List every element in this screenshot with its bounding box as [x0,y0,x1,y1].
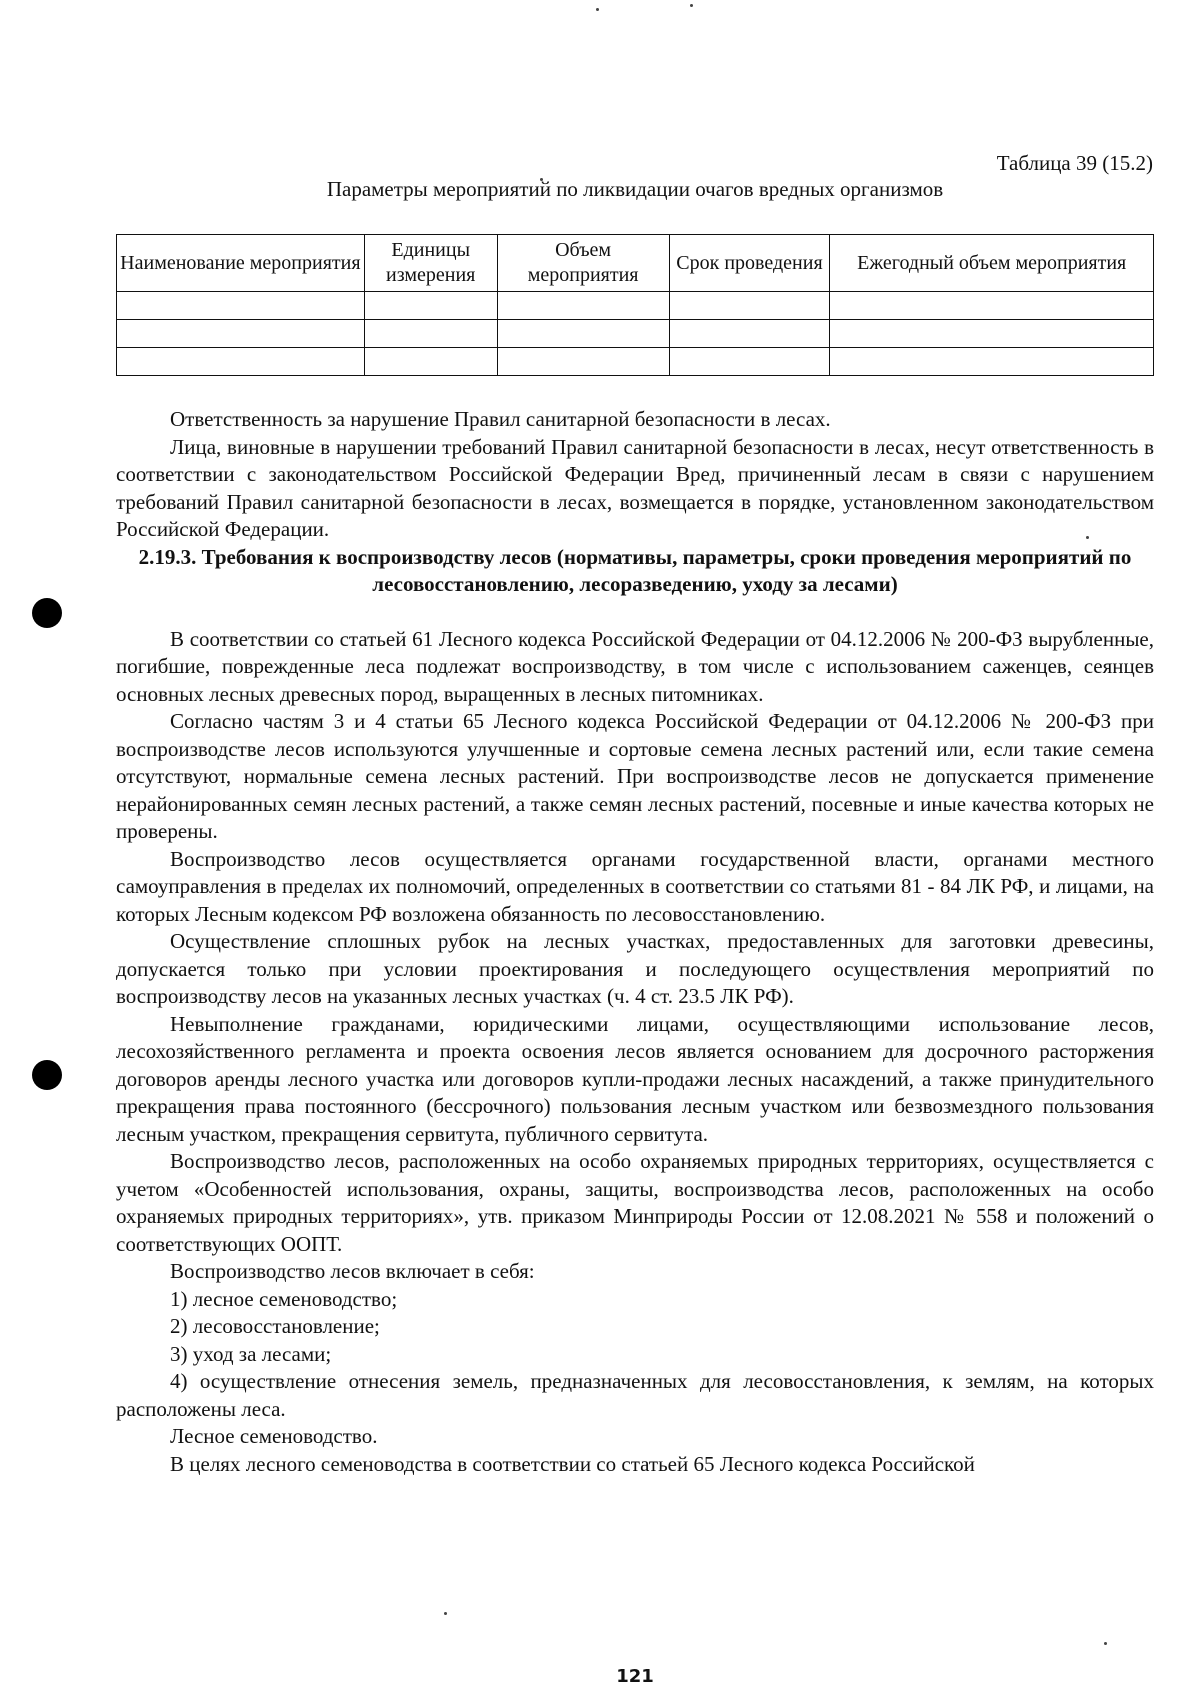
table-row [117,320,1154,348]
table-cell [830,348,1154,376]
header-annual-volume: Ежегодный объем мероприятия [830,235,1154,292]
table-cell [669,320,830,348]
header-term: Срок проведения [669,235,830,292]
list-item: 4) осуществление отнесения земель, предназначенных для лесовосстановления, к землям, на которых расположены леса. [116,1369,1154,1421]
list-item: 3) уход за лесами; [170,1341,332,1366]
paragraph-non-compliance: Невыполнение гражданами, юридическими лицами, осуществляющими использование лесов, лесохозяйственного регламента и проекта освоения лесов является основанием для досрочного расторжения договоров аренды лесного участка или договоров купли-продажи лесных насаждений, а также принудительного прекращения права постоянного (бессрочного) пользования лесным участком или безвозмездного пользования лесным участком, прекращения сервитута, публичного сервитута. [116,1011,1154,1146]
paragraph-seed-breeding: В целях лесного семеноводства в соответствии со статьей 65 Лесного кодекса Российской [170,1451,975,1476]
scan-speck [690,4,693,7]
table-row [117,348,1154,376]
paragraph-article-65: Согласно частям 3 и 4 статьи 65 Лесного кодекса Российской Федерации от 04.12.2006 № 200-ФЗ при воспроизводстве лесов используются улучшенные и сортовые семена лесных растений или, если такие семена отсутствуют, нормальные семена лесных растений. При воспроизводстве лесов не допускается применение нерайонированных семян лесных растений, а также семян лесных растений, посевные и иные качества которых не проверены. [116,709,1154,843]
punch-hole-bottom [32,1060,62,1090]
body-text [116,406,1154,1478]
table-row [117,292,1154,320]
paragraph-protected-areas: Воспроизводство лесов, расположенных на особо охраняемых природных территориях, осуществляется с учетом «Особенностей использования, охраны, защиты, воспроизводства лесов, расположенных на особо охраняемых природных территориях», утв. приказом Минприроды России от 12.08.2021 № 558 и положений о соответствующих ООПТ. [116,1149,1154,1256]
table-cell [117,320,365,348]
table-number: Таблица 39 (15.2) [996,151,1153,175]
parameters-table [116,234,1154,376]
scan-speck [596,8,599,11]
page-number: 121 [616,1666,654,1687]
table-cell [830,292,1154,320]
table-cell [497,348,669,376]
section-heading: 2.19.3. Требования к воспроизводству лесов (нормативы, параметры, сроки проведения мероприятий по лесовосстановлению, лесоразведению, уходу за лесами) [138,544,1132,596]
paragraph-responsibility: Лица, виновные в нарушении требований Правил санитарной безопасности в лесах, несут ответственность в соответствии с законодательством Российской Федерации Вред, причиненный лесам в связи с нарушением требований Правил санитарной безопасности в лесах, возмещается в порядке, установленном законодательством Российской Федерации. [116,434,1154,541]
table-title: Параметры мероприятий по ликвидации очагов вредных организмов [326,177,944,201]
table-header-row [117,235,1154,292]
table-cell [497,320,669,348]
paragraph-authorities: Воспроизводство лесов осуществляется органами государственной власти, органами местного самоуправления в пределах их полномочий, определенных в соответствии со статьями 81 - 84 ЛК РФ, и лицами, на которых Лесным кодексом РФ возложена обязанность по лесовосстановлению. [116,846,1154,926]
paragraph-article-61: В соответствии со статьей 61 Лесного кодекса Российской Федерации от 04.12.2006 № 200-ФЗ вырубленные, погибшие, поврежденные леса подлежат воспроизводству, в том числе с использованием саженцев, сеянцев основных лесных древесных пород, выращенных в лесных питомниках. [116,626,1154,706]
scan-speck [1104,1642,1107,1645]
list-item: 1) лесное семеноводство; [170,1286,398,1311]
header-units: Единицы измерения [364,235,497,292]
table-cell [669,292,830,320]
paragraph-includes: Воспроизводство лесов включает в себя: [170,1259,535,1283]
header-volume: Объем мероприятия [497,235,669,292]
table-cell [364,292,497,320]
punch-hole-top [32,598,62,628]
paragraph-seed-breeding-title: Лесное семеноводство. [170,1424,378,1448]
list-item: 2) лесовосстановление; [170,1314,380,1338]
table-cell [364,320,497,348]
scan-speck [444,1612,447,1615]
header-name: Наименование мероприятия [117,235,365,292]
table-cell [117,292,365,320]
table-cell [364,348,497,376]
paragraph-clear-cutting: Осуществление сплошных рубок на лесных участках, предоставленных для заготовки древесины, допускается только при условии проектирования и последующего осуществления мероприятий по воспроизводству лесов на указанных лесных участках (ч. 4 ст. 23.5 ЛК РФ). [116,929,1154,1008]
table-cell [669,348,830,376]
table-cell [117,348,365,376]
table-cell [830,320,1154,348]
table-cell [497,292,669,320]
paragraph-responsibility-title: Ответственность за нарушение Правил санитарной безопасности в лесах. [170,407,831,431]
